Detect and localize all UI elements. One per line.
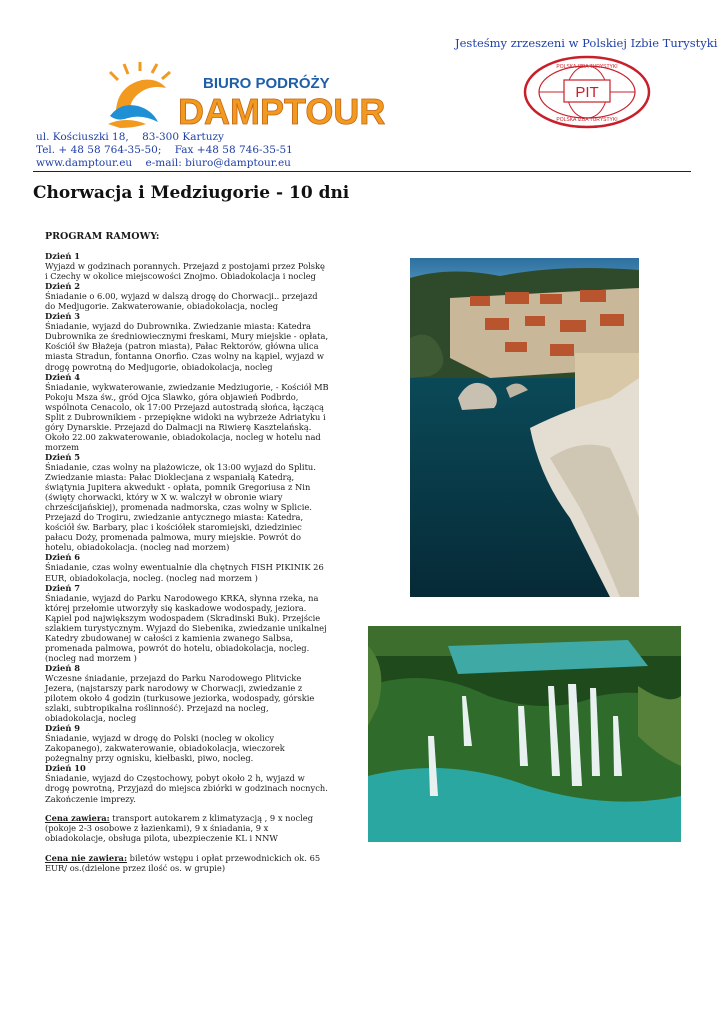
svg-text:POLSKA IZBA TURYSTYKI: POLSKA IZBA TURYSTYKI: [556, 64, 618, 70]
contact-block: [36, 131, 293, 170]
price-includes-text: transport autokarem z klimatyzacją , 9 x nocleg (pokoje 2-3 osobowe z łazienkami), 9 x śniadania, 9 x obiadokolacje, obsługa pilota, ubezpieczenie KL i NNW: [45, 812, 314, 843]
day-10: [45, 763, 330, 803]
svg-text:DAMPTOUR: DAMPTOUR: [178, 91, 386, 132]
day-label: Dzień 1: [45, 251, 81, 261]
day-text: Śniadanie, wyjazd do Częstochowy, pobyt około 2 h, wyjazd w drogę powrotną, Przyjazd do miejsca zbiórki w godzinach nocnych. Zakończenie imprezy.: [45, 773, 328, 804]
day-label: Dzień 3: [45, 311, 81, 322]
day-text: Wczesne śniadanie, przejazd do Parku Narodowego Plitvicke Jezera, (najstarszy park narodowy w Chorwacji, zwiedzanie z pilotem około 4 godzin (turkusowe jeziorka, wodospady, górskie szlaki, subtropikalna roślinność). Przejazd na nocleg, obiadokolacja, nocleg: [45, 672, 315, 724]
sun-icon: [108, 62, 170, 128]
day-text: Śniadanie, wyjazd do Dubrownika. Zwiedzanie miasta: Katedra Dubrownika ze średniowiecznymi freskami, Mury miejskie - opłata, Kościół św Błażeja (patron miasta), Pałac Rektorów, główna ulica miasta Stradun, fontanna Onorfio. Czas wolny na kąpiel, wyjazd w drogę powrotną do Medjugorie, obiadokolacja, nocleg: [45, 321, 329, 372]
day-label: Dzień 2: [45, 281, 81, 292]
itinerary: [45, 251, 330, 873]
plitvice-waterfalls-photo: [368, 626, 681, 842]
day-label: Dzień 9: [45, 723, 81, 734]
day-text: Śniadanie, wykwaterowanie, zwiedzanie Medziugorie, - Kościół MB Pokoju Msza św., gród Ojca Slawko, góra objawień Podbrdo, wspólnota Cenacolo, ok 17:00 Przejazd autostradą słońca, łączącą Split z Dubrownikiem - przepiękne widoki na wybrzeże Adriatyku i góry Dynarskie. Przejazd do Dalmacji na Riwierę Kasztelańską. Około 22.00 zakwaterowanie, obiadokolacja, nocleg w hotelu nad morzem: [45, 381, 329, 452]
day-1: [45, 251, 330, 281]
page-title: Chorwacja i Medziugorie - 10 dni: [33, 183, 350, 203]
day-text: Śniadanie, wyjazd do Parku Narodowego KRKA, słynna rzeka, na której przełomie utworzyły się kaskadowe wodospady, jeziora. Kąpiel pod największym wodospadem (Skradinski Buk). Przejście szlakiem turystycznym. Wyjazd do Siebenika, zwiedzanie unikalnej Katedry zbudowanej w całości z kamienia zwanego Salbsa, promenada palmowa, powrót do hotelu, obiadokolacja, nocleg. (nocleg nad morzem ): [45, 592, 327, 663]
day-label: Dzień 5: [45, 451, 81, 462]
day-8: [45, 663, 330, 723]
svg-text:PIT: PIT: [575, 84, 599, 101]
day-5: [45, 452, 330, 552]
address-line: ul. Kościuszki 18, 83-300 Kartuzy: [36, 131, 224, 143]
day-label: Dzień 10: [45, 763, 86, 774]
header-divider: [33, 171, 691, 172]
day-4: [45, 372, 330, 452]
day-2: [45, 281, 330, 311]
dubrovnik-photo: [410, 258, 639, 597]
day-text: Śniadanie o 6.00, wyjazd w dalszą drogę do Chorwacji.. przejazd do Medjugorie. Zakwaterowanie, obiadokolacja, nocleg: [45, 291, 318, 312]
program-heading: PROGRAM RAMOWY:: [45, 231, 160, 242]
day-text: Wyjazd w godzinach porannych. Przejazd z postojami przez Polskę i Czechy w okolice miejscowości Znojmo. Obiadokolacja i nocleg: [45, 261, 325, 282]
day-label: Dzień 8: [45, 662, 81, 673]
price-excludes: [45, 853, 330, 873]
day-7: [45, 583, 330, 663]
day-9: [45, 723, 330, 763]
day-6: [45, 552, 330, 582]
svg-text:POLSKA IZBA TURYSTYKI: POLSKA IZBA TURYSTYKI: [556, 117, 618, 123]
pit-logo: [522, 55, 652, 129]
day-text: Śniadanie, wyjazd w drogę do Polski (nocleg w okolicy Zakopanego), zakwaterowanie, obiadokolacja, wieczorek pożegnalny przy ognisku, kiełbaski, piwo, nocleg.: [45, 733, 285, 764]
web-email-line: www.damptour.eu e-mail: biuro@damptour.eu: [36, 157, 291, 169]
phone-fax-line: Tel. + 48 58 764-35-50; Fax +48 58 746-35-51: [36, 144, 293, 156]
svg-text:BIURO PODRÓŻY: BIURO PODRÓŻY: [203, 75, 330, 92]
price-includes-label: Cena zawiera:: [45, 812, 110, 823]
day-label: Dzień 4: [45, 371, 81, 382]
price-excludes-label: Cena nie zawiera:: [45, 852, 128, 863]
price-excludes-text: biletów wstępu i opłat przewodnickich ok. 65 EUR/ os.(dzielone przez ilość os. w grupie): [45, 852, 321, 873]
price-includes: [45, 813, 330, 843]
day-label: Dzień 7: [45, 582, 81, 593]
day-text: Śniadanie, czas wolny ewentualnie dla chętnych FISH PIKINIK 26 EUR, obiadokolacja, nocleg. (nocleg nad morzem ): [45, 562, 324, 583]
day-label: Dzień 6: [45, 552, 81, 563]
pit-membership-note: Jesteśmy zrzeszeni w Polskiej Izbie Turystyki: [455, 36, 718, 50]
day-3: [45, 311, 330, 371]
damptour-logo: [98, 62, 418, 132]
day-text: Śniadanie, czas wolny na plażowicze, ok 13:00 wyjazd do Splitu. Zwiedzanie miasta: Pałac Dioklecjana z wspaniałą Katedrą, świątynia Jupitera akwedukt - opłata, pomnik Gregoriusa z Nin (święty chorwacki, który w X w. walczył w obronie wiary chrześcijańskiej), promenada nadmorska, czas wolny w Splicie. Przejazd do Trogiru, zwiedzanie antycznego miasta: Katedra, kościół św. Barbary, plac i kościółek staromiejski, dziedziniec pałacu Doży, promenada palmowa, mury miejskie. Powrót do hotelu, obiadokolacja. (nocleg nad morzem): [45, 461, 316, 553]
